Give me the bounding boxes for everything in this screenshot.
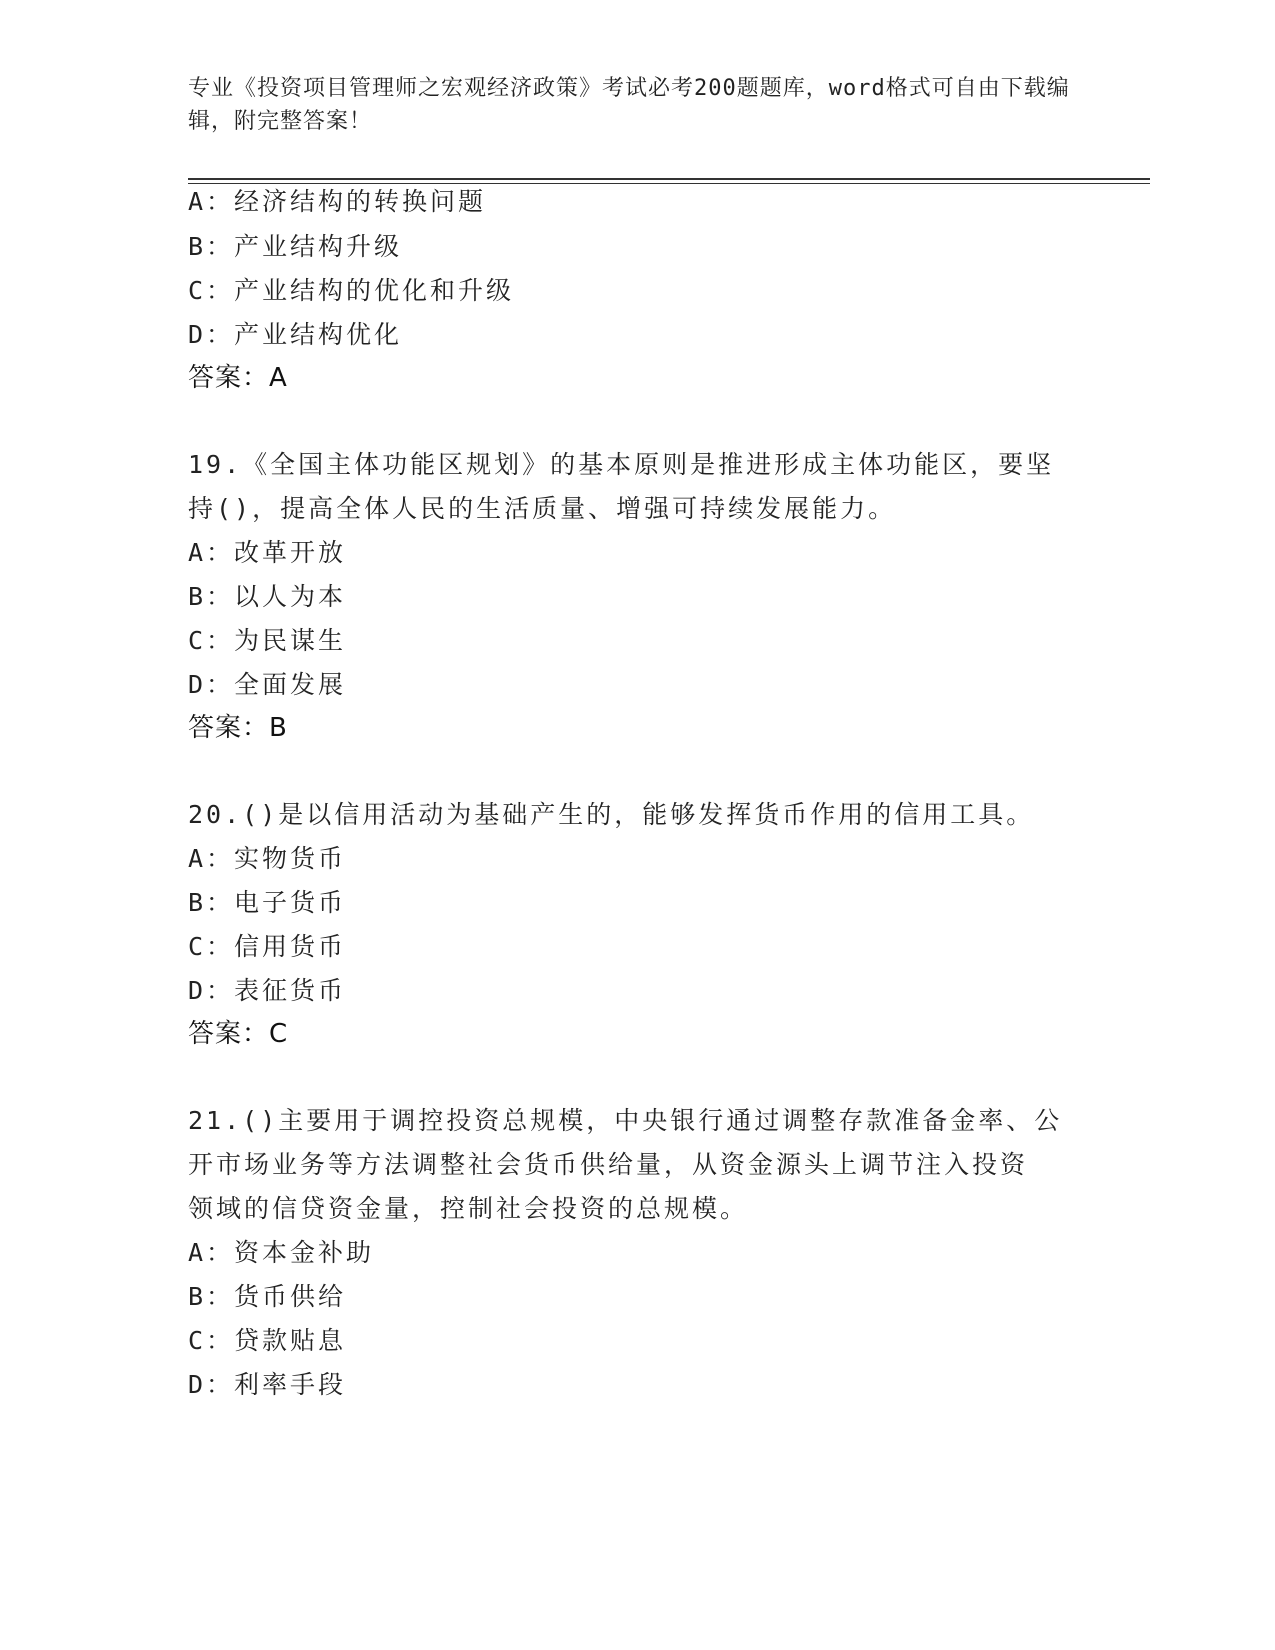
q19-answer: 答案：B (188, 713, 288, 743)
q21-option-c: C：贷款贴息 (188, 1326, 347, 1355)
q20-option-d: D：表征货币 (188, 976, 347, 1005)
q21-option-b: B：货币供给 (188, 1282, 347, 1311)
q19-option-c: C：为民谋生 (188, 626, 347, 655)
q18-option-c: C：产业结构的优化和升级 (188, 276, 515, 305)
q20-stem-line-1: 20.()是以信用活动为基础产生的，能够发挥货币作用的信用工具。 (188, 800, 1035, 829)
q21-option-a: A：资本金补助 (188, 1238, 375, 1267)
q21-stem-line-1: 21.()主要用于调控投资总规模，中央银行通过调整存款准备金率、公 (188, 1106, 1063, 1135)
document-header-title: 专业《投资项目管理师之宏观经济政策》考试必考200题题库，word格式可自由下载编辑，附完整答案！ (188, 76, 1070, 134)
q21-option-d: D：利率手段 (188, 1370, 347, 1399)
q19-option-a: A：改革开放 (188, 538, 347, 567)
q18-option-d: D：产业结构优化 (188, 320, 403, 349)
q19-stem-line-1: 19.《全国主体功能区规划》的基本原则是推进形成主体功能区，要坚 (188, 450, 1055, 479)
q20-answer: 答案：C (188, 1019, 289, 1049)
header-divider-thin (188, 183, 1150, 184)
q20-option-b: B：电子货币 (188, 888, 347, 917)
q20-option-a: A：实物货币 (188, 844, 347, 873)
q19-option-d: D：全面发展 (188, 670, 347, 699)
q19-stem-line-2: 持()，提高全体人民的生活质量、增强可持续发展能力。 (188, 494, 897, 523)
q18-answer: 答案：A (188, 363, 288, 393)
q21-stem-line-2: 开市场业务等方法调整社会货币供给量，从资金源头上调节注入投资 (188, 1150, 1029, 1179)
q18-option-b: B：产业结构升级 (188, 232, 403, 261)
q19-option-b: B：以人为本 (188, 582, 347, 611)
header-divider-thick (188, 178, 1150, 180)
q18-option-a: A：经济结构的转换问题 (188, 187, 487, 216)
q21-stem-line-3: 领域的信贷资金量，控制社会投资的总规模。 (188, 1194, 749, 1223)
q20-option-c: C：信用货币 (188, 932, 347, 961)
